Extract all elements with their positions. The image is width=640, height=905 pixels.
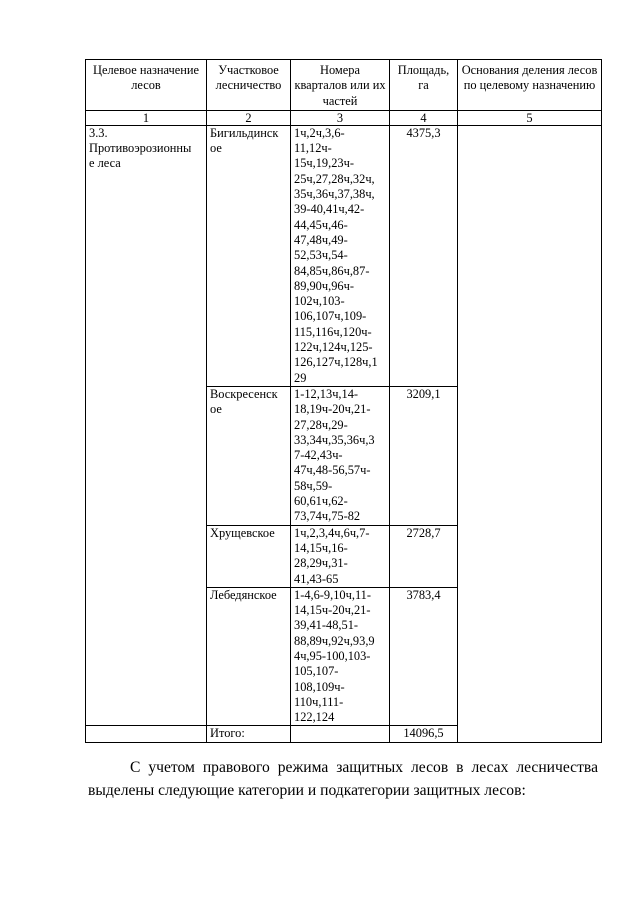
quarters-line: 58ч,59- xyxy=(294,478,333,493)
quarters-line: 18,19ч-20ч,21- xyxy=(294,402,371,417)
quarters-line: 44,45ч,46- xyxy=(294,217,348,232)
quarters-line: 25ч,27,28ч,32ч, xyxy=(294,171,375,186)
quarters-line: 108,109ч- xyxy=(294,679,345,694)
table-row xyxy=(86,125,602,386)
paragraph-text: выделены следующие категории и подкатегории защитных лесов: xyxy=(88,782,526,799)
quarters-line: 122,124 xyxy=(294,710,335,725)
paragraph-text: С учетом правового режима защитных лесов в лесах лесничества xyxy=(130,759,598,776)
area-cell: 3783,4 xyxy=(390,587,458,726)
purpose-cell xyxy=(86,125,207,726)
header-area: Площадь, га xyxy=(390,60,458,111)
header-purpose: Целевое назначение лесов xyxy=(86,60,207,111)
header-quarters: Номера кварталов или их частей xyxy=(291,60,390,111)
purpose-line: 3.3. xyxy=(89,125,108,140)
forestry-cell xyxy=(207,125,291,386)
quarters-line: 105,107- xyxy=(294,664,339,679)
quarters-line: 88,89ч,92ч,93,9 xyxy=(294,633,375,648)
purpose-line: Противоэрозионны xyxy=(89,141,192,156)
quarters-line: 1ч,2,3,4ч,6ч,7- xyxy=(294,525,370,540)
forestry-cell xyxy=(207,525,291,587)
quarters-line: 35ч,36ч,37,38ч, xyxy=(294,187,375,202)
quarters-line: 84,85ч,86ч,87- xyxy=(294,263,370,278)
header-basis: Основания деления лесов по целевому назначению xyxy=(458,60,602,111)
quarters-line: 27,28ч,29- xyxy=(294,417,348,432)
quarters-line: 14,15ч,16- xyxy=(294,540,348,555)
quarters-line: 122ч,124ч,125- xyxy=(294,340,373,355)
forestry-line: Хрущевское xyxy=(210,525,275,540)
column-number-row xyxy=(86,110,602,125)
quarters-cell xyxy=(291,386,390,525)
table-header-row xyxy=(86,60,602,111)
quarters-line: 1-4,6-9,10ч,11- xyxy=(294,587,372,602)
forestry-cell xyxy=(207,386,291,525)
forestry-line: Лебедянское xyxy=(210,587,277,602)
quarters-line: 4ч,95-100,103- xyxy=(294,648,371,663)
quarters-line: 11,12ч- xyxy=(294,141,332,156)
quarters-line: 14,15ч-20ч,21- xyxy=(294,603,371,618)
quarters-line: 33,34ч,35,36ч,3 xyxy=(294,432,375,447)
quarters-line: 7-42,43ч- xyxy=(294,448,343,463)
empty-cell xyxy=(291,726,390,743)
forestry-line: ое xyxy=(210,402,222,417)
quarters-cell xyxy=(291,587,390,726)
quarters-line: 28,29ч,31- xyxy=(294,556,348,571)
quarters-line: 39-40,41ч,42- xyxy=(294,202,365,217)
forestry-cell xyxy=(207,587,291,726)
forestry-line: ое xyxy=(210,141,222,156)
quarters-line: 73,74ч,75-82 xyxy=(294,509,361,524)
quarters-line: 47ч,48-56,57ч- xyxy=(294,463,371,478)
quarters-line: 89,90ч,96ч- xyxy=(294,278,354,293)
paragraph-line xyxy=(88,758,598,778)
total-label: Итого: xyxy=(207,726,291,743)
total-area: 14096,5 xyxy=(390,726,458,743)
quarters-line: 29 xyxy=(294,370,307,385)
quarters-line: 41,43-65 xyxy=(294,571,339,586)
quarters-line: 106,107ч,109- xyxy=(294,309,367,324)
paragraph-line xyxy=(88,781,598,801)
quarters-cell xyxy=(291,525,390,587)
column-number: 3 xyxy=(291,110,390,125)
column-number: 4 xyxy=(390,110,458,125)
empty-cell xyxy=(86,726,207,743)
area-cell: 4375,3 xyxy=(390,125,458,386)
quarters-line: 47,48ч,49- xyxy=(294,232,348,247)
purpose-line: е леса xyxy=(89,156,121,171)
column-number: 1 xyxy=(86,110,207,125)
quarters-line: 52,53ч,54- xyxy=(294,248,348,263)
quarters-line: 110ч,111- xyxy=(294,694,344,709)
quarters-line: 39,41-48,51- xyxy=(294,618,359,633)
header-forestry: Участковое лесничество xyxy=(207,60,291,111)
column-number: 5 xyxy=(458,110,602,125)
column-number: 2 xyxy=(207,110,291,125)
area-cell: 3209,1 xyxy=(390,386,458,525)
area-cell: 2728,7 xyxy=(390,525,458,587)
quarters-line: 1-12,13ч,14- xyxy=(294,386,359,401)
quarters-line: 15ч,19,23ч- xyxy=(294,156,354,171)
forest-purpose-table xyxy=(85,59,602,743)
quarters-line: 1ч,2ч,3,6- xyxy=(294,125,345,140)
forestry-line: Бигильдинск xyxy=(210,125,279,140)
basis-cell xyxy=(458,125,602,743)
forestry-line: Воскресенск xyxy=(210,386,278,401)
quarters-line: 102ч,103- xyxy=(294,294,345,309)
quarters-line: 60,61ч,62- xyxy=(294,494,348,509)
quarters-line: 115,116ч,120ч- xyxy=(294,324,372,339)
quarters-cell xyxy=(291,125,390,386)
quarters-line: 126,127ч,128ч,1 xyxy=(294,355,378,370)
